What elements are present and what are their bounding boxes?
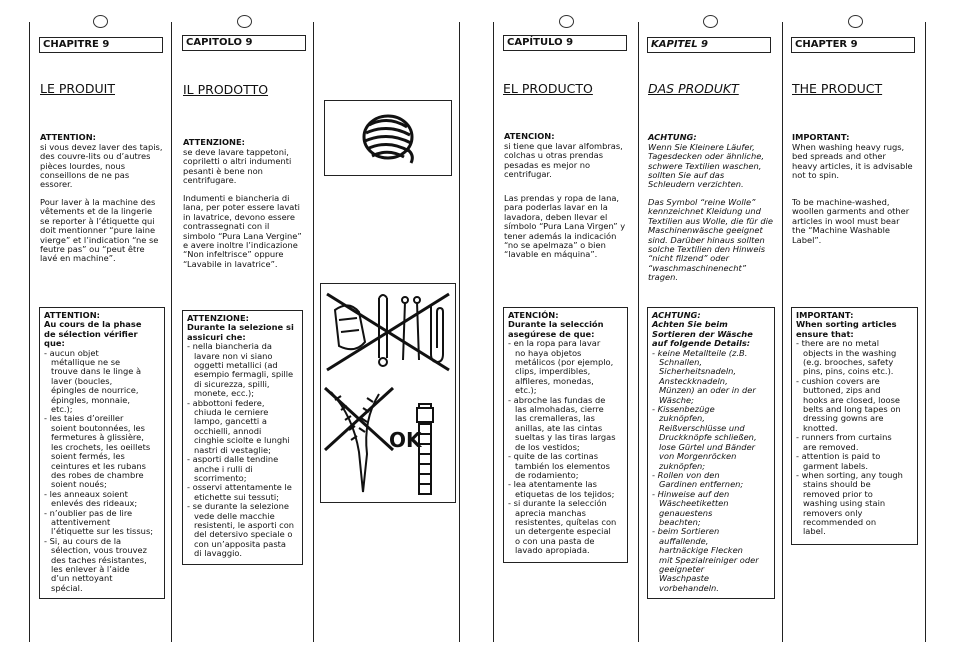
attention-block	[504, 123, 623, 189]
attention-text: si vous devez laver des tapis, des couvre-lits ou d’autres pièces lourdes, nous conseillons de ne pas essorer.	[40, 141, 163, 190]
column-divider	[925, 22, 926, 642]
checklist	[508, 339, 625, 555]
list-item: - aucun objet métallique ne se trouve dans le linge à laver (boucles, épingles de nourrice, épingles, monnaie, etc.);	[44, 347, 142, 415]
wool-paragraph: Das Symbol “reine Wolle” kennzeichnet Kleidung und Textilien aus Wolle, die für die Maschinenwäsche geeignet sind. Darüber hinaus sollten solche Textilien den Hinweis “nicht filzend” oder “waschmaschinenecht” tragen.	[648, 197, 774, 283]
metal-objects-zip-image	[320, 283, 456, 503]
checklist	[187, 342, 300, 558]
column-divider	[29, 22, 30, 642]
list-item: - Kissenbezüge zuknöpfen, Reißverschlüsse und Druckknöpfe schließen, lose Gürtel und Bänder von Morgenröcken zuknöpfen;	[652, 404, 757, 471]
attention-label: IMPORTANT:	[792, 132, 850, 143]
section-title: IL PRODOTTO	[183, 82, 269, 97]
chapter-header: CAPÍTULO 9	[503, 35, 627, 51]
checklist	[652, 349, 772, 594]
list-item: - si durante la selección aprecia manchas resistentes, quítelas con un detergente especial o con una pasta de lavado apropiada.	[508, 498, 617, 556]
checklist-heading: ATENCIÓN: Durante la selección asegúrese de que:	[508, 310, 604, 339]
column-divider	[638, 22, 639, 642]
forbidden-objects-illustration	[321, 284, 455, 502]
list-item: - when sorting, any tough stains should be removed prior to washing using stain removers only recommended on label.	[796, 469, 903, 537]
wool-paragraph: Pour laver à la machine des vêtements et de la lingerie se reporter à l’étiquette qui doit mentionner “pure laine vierge” et l’indication “ne se feutre pas” ou “peut être lavé en machine”.	[40, 197, 159, 264]
attention-block	[792, 124, 913, 190]
wool-paragraph: Las prendas y ropa de lana, para poderlas lavar en la lavadora, deben llevar el símbolo “Pura Lana Virgen” y tener además la indicación “no se apelmaza” o bien “lavable en máquina”.	[504, 193, 626, 260]
section-title: EL PRODUCTO	[503, 81, 593, 96]
checklist	[796, 339, 915, 537]
list-item: - there are no metal objects in the washing (e.g. brooches, safety pins, pins, coins etc.).	[796, 338, 897, 377]
page-marker-circle	[237, 15, 252, 28]
checklist-heading: ATTENZIONE: Durante la selezione si assicuri che:	[187, 313, 294, 342]
checklist	[44, 349, 162, 594]
list-item: - Si, au cours de la sélection, vous trouvez des taches résistantes, les enlever à l’aide d’un nettoyant spécial.	[44, 535, 147, 593]
list-item: - Hinweise auf den Wäscheetiketten genauestens beachten;	[652, 488, 730, 527]
chapter-header: CHAPTER 9	[791, 37, 915, 53]
attention-text: When washing heavy rugs, bed spreads and other heavy articles, it is advisable not to spin.	[792, 141, 913, 181]
sorting-checklist-box	[791, 307, 918, 545]
list-item: - attention is paid to garment labels.	[796, 451, 881, 471]
attention-block	[183, 129, 291, 195]
chapter-header: CHAPITRE 9	[39, 37, 163, 53]
list-item: - nella biancheria da lavare non vi siano oggetti metallici (ad esempio fermagli, spille di sicurezza, spilli, monete, ecc.);	[187, 341, 294, 399]
list-item: - keine Metallteile (z.B. Schnallen, Sicherheitsnadeln, Ansteckknadeln, Münzen) an oder in der Wäsche;	[652, 347, 756, 405]
list-item: - les anneaux soient enlevés des rideaux;	[44, 488, 138, 509]
page-marker-circle	[703, 15, 718, 28]
attention-block	[648, 124, 764, 199]
list-item: - Rollen von den Gardinen entfernen;	[652, 469, 744, 490]
attention-text: si tiene que lavar alfombras, colchas u otras prendas pesadas es mejor no centrifugar.	[504, 140, 623, 180]
list-item: - lea atentamente las etiquetas de los tejidos;	[508, 479, 615, 499]
chapter-header: KAPITEL 9	[647, 37, 771, 53]
list-item: - n’oublier pas de lire attentivement l’étiquette sur les tissus;	[44, 507, 154, 537]
list-item: - les taies d’oreiller soient boutonnées, les fermetures à glissière, les crochets, les oeillets soient fermés, les ceintures et les rubans des robes de chambre soient noués;	[44, 413, 151, 490]
ok-label: OK	[389, 428, 422, 452]
column-divider	[313, 22, 314, 642]
section-title: THE PRODUCT	[792, 81, 883, 96]
column-divider	[171, 22, 172, 642]
page-marker-circle	[848, 15, 863, 28]
wool-symbol-image	[324, 100, 452, 176]
attention-block	[40, 124, 163, 199]
page-marker-circle	[93, 15, 108, 28]
list-item: - asporti dalle tendine anche i rulli di scorrimento;	[187, 454, 279, 483]
checklist-heading: ACHTUNG: Achten Sie beim Sortieren der Wäsche auf folgende Details:	[652, 310, 753, 349]
attention-text: Wenn Sie Kleinere Läufer, Tagesdecken oder ähnliche, schwere Textilien waschen, sollten Sie auf das Schleudern verzichten.	[648, 141, 764, 190]
list-item: - abbottoni federe, chiuda le cerniere lampo, gancetti a occhielli, annodi cinghie sciolte e lunghi nastri di vestaglie;	[187, 397, 290, 455]
list-item: - se durante la selezione vede delle macchie resistenti, le asporti con del detersivo speciale o con un’apposita pasta di lavaggio.	[187, 501, 295, 559]
sorting-checklist-box	[39, 307, 165, 599]
section-title: LE PRODUIT	[40, 81, 115, 96]
list-item: - abroche las fundas de las almohadas, cierre las cremalleras, las anillas, ate las cintas sueltas y las tiras largas de los vestidos;	[508, 394, 616, 452]
column-divider	[782, 22, 783, 642]
chapter-header: CAPITOLO 9	[182, 35, 306, 51]
list-item: - beim Sortieren auffallende, hartnäckige Flecken mit Spezialreiniger oder geeigneter Waschpaste vorbehandeln.	[652, 526, 759, 593]
list-item: - osservi attentamente le etichette sui tessuti;	[187, 482, 292, 502]
attention-label: ATENCION:	[504, 131, 555, 142]
attention-text: se deve lavare tappetoni, copriletti o altri indumenti pesanti è bene non centrifugare.	[183, 146, 292, 186]
section-title: DAS PRODUKT	[648, 81, 739, 96]
attention-label: ATTENZIONE:	[183, 137, 245, 148]
page-marker-circle	[559, 15, 574, 28]
sorting-checklist-box	[503, 307, 628, 563]
attention-label: ACHTUNG:	[648, 132, 697, 143]
wool-paragraph: To be machine-washed, woollen garments and other articles in wool must bear the “Machine Washable Label”.	[792, 197, 910, 245]
sorting-checklist-box	[182, 310, 303, 565]
list-item: - cushion covers are buttoned, zips and hooks are closed, loose belts and long tapes on dressing gowns are knotted.	[796, 375, 901, 433]
wool-skein-icon	[325, 101, 451, 175]
column-divider	[459, 22, 460, 642]
sorting-checklist-box	[647, 307, 775, 599]
checklist-heading: ATTENTION: Au cours de la phase de sélection vérifier que:	[44, 310, 142, 349]
list-item: - runners from curtains are removed.	[796, 432, 892, 452]
column-divider	[493, 22, 494, 642]
wool-paragraph: Indumenti e biancheria di lana, per poter essere lavati in lavatrice, devono essere contrassegnati con il simbolo “Pura Lana Vergine” e avere inoltre l’indicazione “Non infeltrisce” oppure “Lavabile in lavatrice”.	[183, 193, 302, 269]
checklist-heading: IMPORTANT: When sorting articles ensure that:	[796, 310, 897, 339]
list-item: - quite de las cortinas también los elementos de rodamiento;	[508, 451, 610, 480]
list-item: - en la ropa para lavar no haya objetos metálicos (por ejemplo, clips, imperdibles, alfileres, monedas, etc.);	[508, 338, 614, 396]
attention-label: ATTENTION:	[40, 132, 96, 143]
